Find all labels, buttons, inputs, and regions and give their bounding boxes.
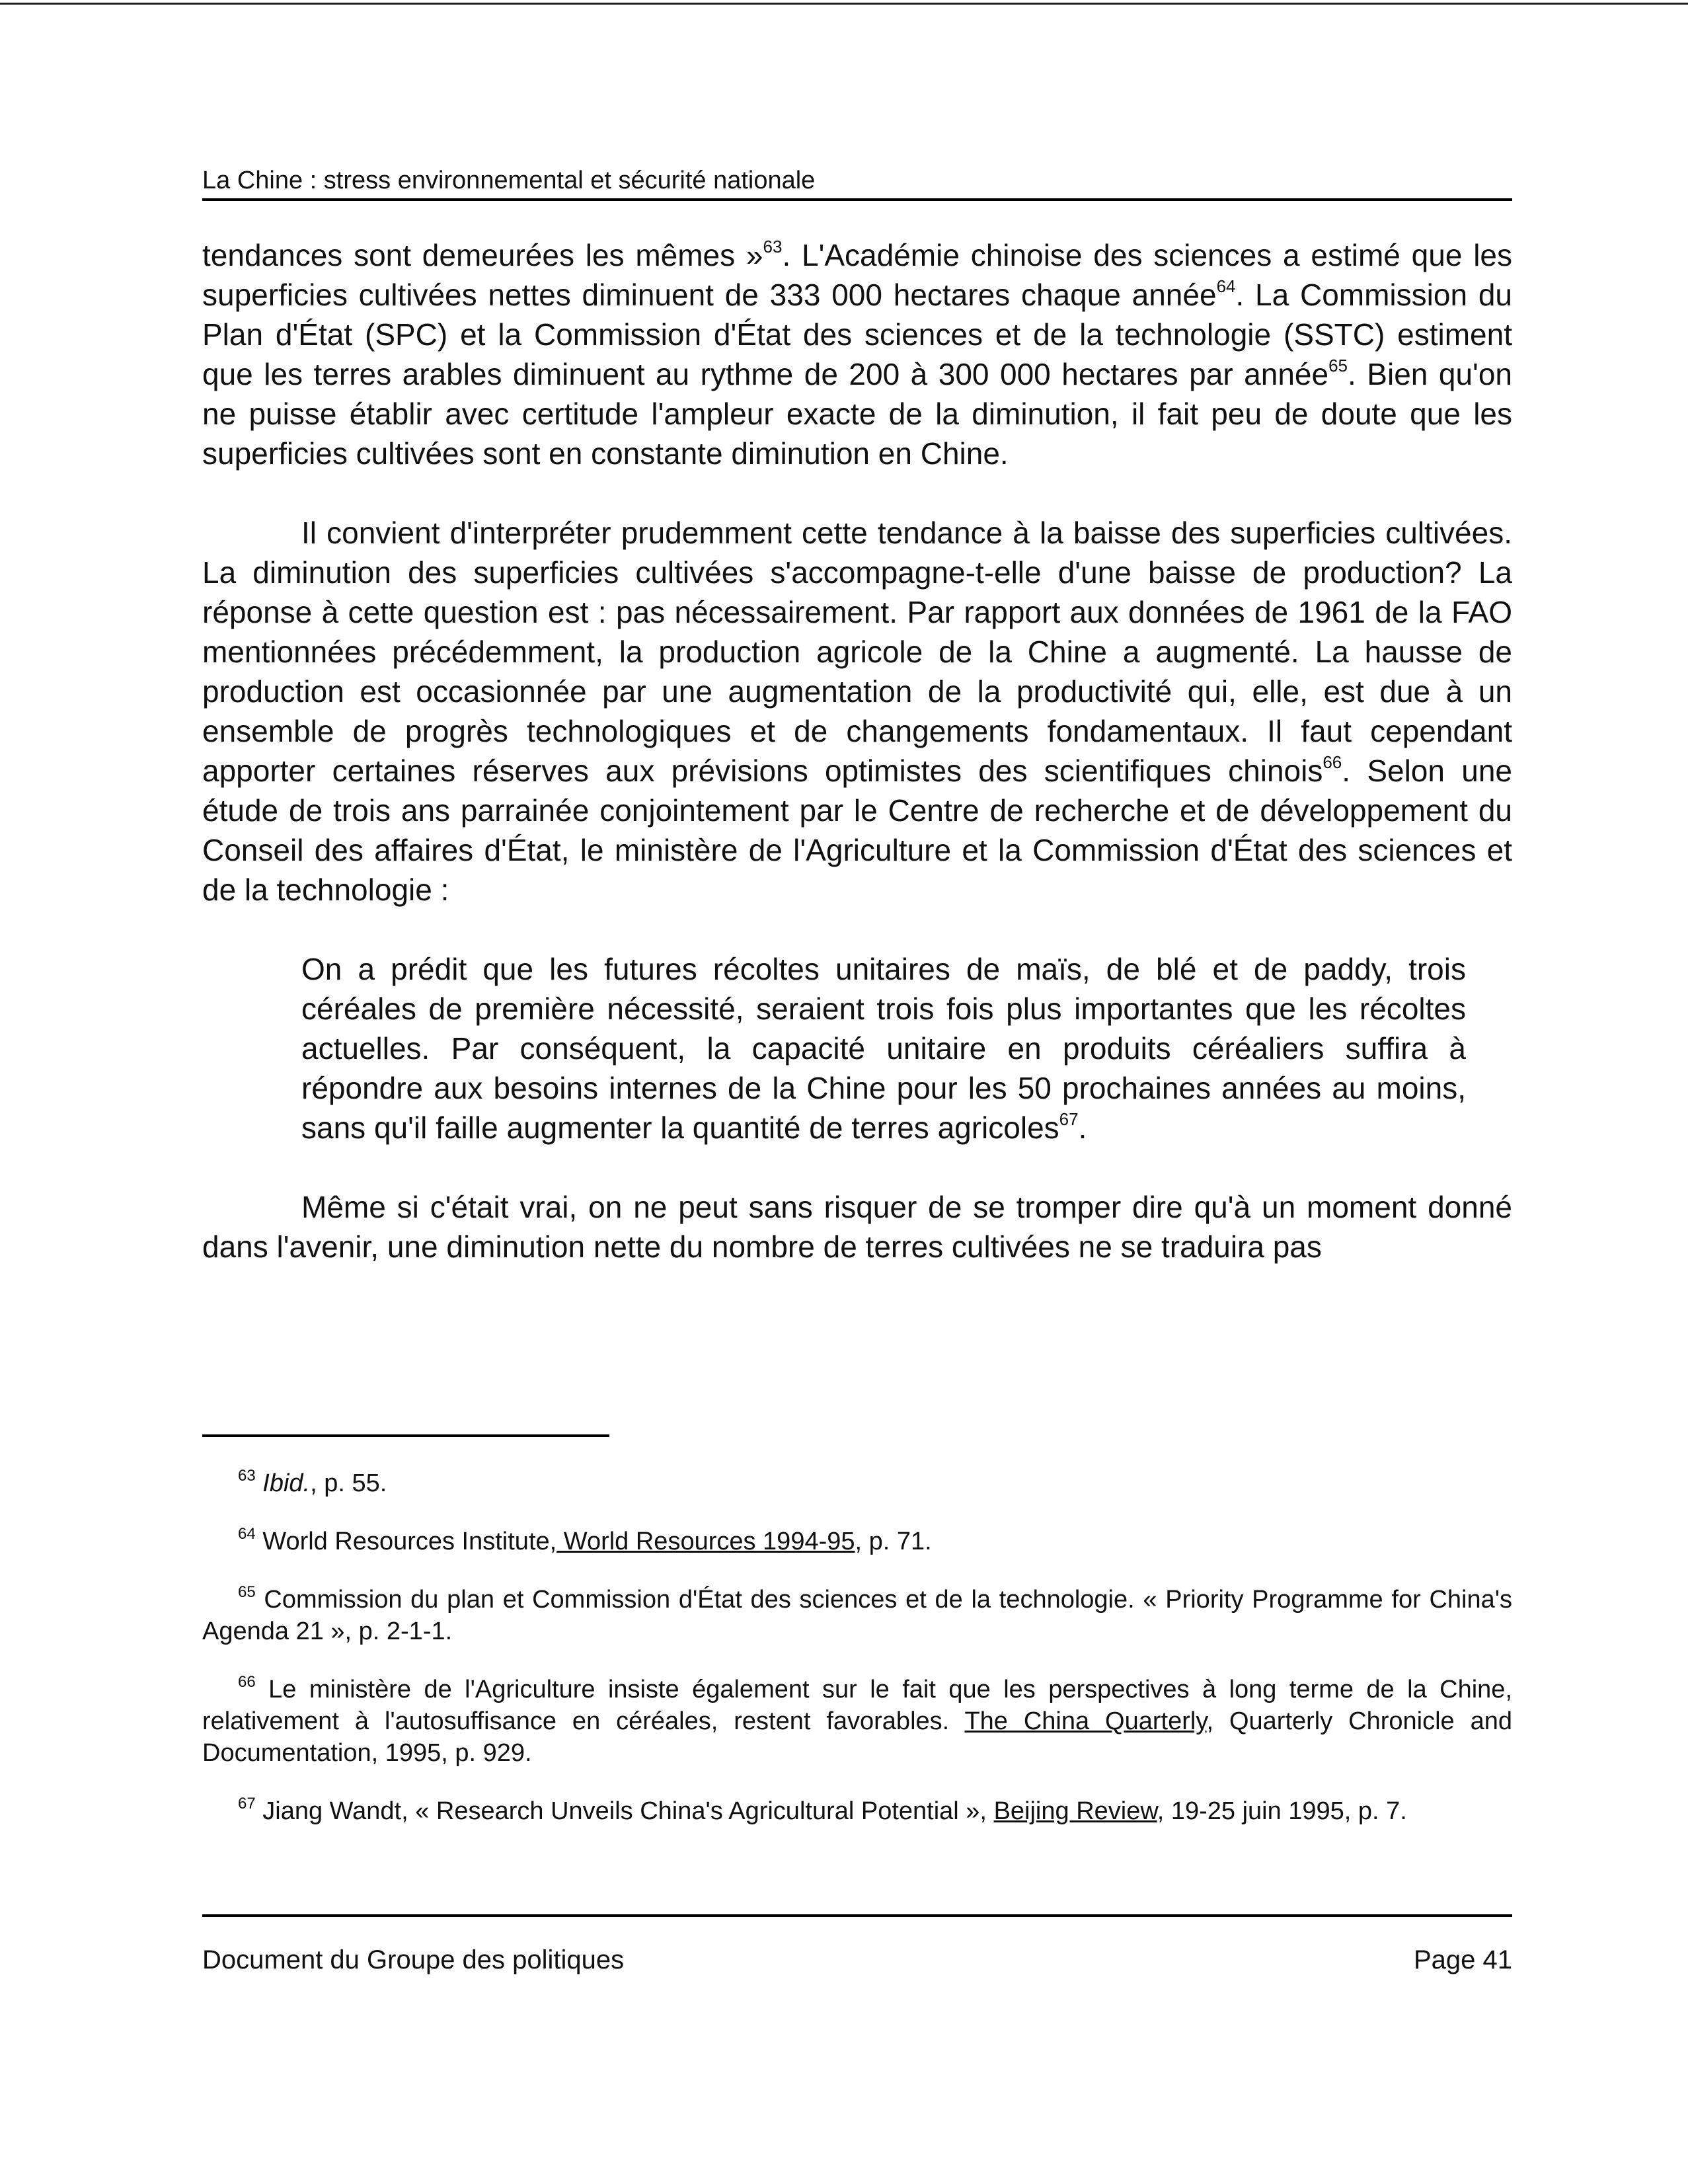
page-footer [202,1943,1512,1976]
footnote-number: 67 [238,1795,256,1813]
footnote-number: 64 [238,1525,256,1543]
footer-rule [202,1914,1512,1917]
paragraph-2 [202,513,1512,910]
body-text [202,235,1512,1267]
footnote-ref-64[interactable]: 64 [1216,276,1236,296]
footnote-text: , 19-25 juin 1995, p. 7. [1157,1797,1407,1825]
footnote-text: , p. 55. [310,1469,387,1497]
footnote-separator [202,1434,609,1437]
paragraph-text: . La Commission du Plan d'État (SPC) et la Commission d'État des sciences et de la technologie (SSTC) estiment que les terres arables diminuent au rythme de 200 à 300 000 hectares par année [202,278,1512,391]
footnote-67 [202,1795,1512,1827]
footnote-ref-66[interactable]: 66 [1323,752,1342,772]
footnotes [202,1467,1512,1853]
footnote-ref-63[interactable]: 63 [763,237,783,256]
paragraph-3 [202,1187,1512,1267]
running-header [202,165,1512,201]
footnote-64 [202,1526,1512,1557]
footnote-text: , p. 71. [855,1528,932,1555]
footnote-text: Jiang Wandt, « Research Unveils China's Agricultural Potential », [262,1797,994,1825]
footer-document-name: Document du Groupe des politiques [202,1945,625,1974]
footnote-number: 65 [238,1583,256,1601]
footnote-title: Beijing Review [993,1797,1157,1825]
footnote-title: World Resources 1994-95 [556,1528,855,1555]
footnote-number: 63 [238,1467,256,1485]
footnote-text: Le ministère de l'Agriculture insiste également sur le fait que les perspectives à long terme de la Chine, relativement à l'autosuffisance en céréales, restent favorables. [202,1676,1512,1735]
paragraph-text: . L'Académie chinoise des sciences a estimé que les superficies cultivées nettes diminuent de 333 000 hectares chaque année [202,238,1512,312]
block-quote [301,949,1466,1148]
footnote-66 [202,1674,1512,1769]
header-title: La Chine : stress environnemental et sécurité nationale [202,167,816,194]
footnote-ref-65[interactable]: 65 [1328,356,1348,375]
quote-text: . [1078,1111,1087,1145]
footnote-italic: Ibid. [262,1469,311,1497]
paragraph-text: . Selon une étude de trois ans parrainée conjointement par le Centre de recherche et de développement du Conseil des affaires d'État, le ministère de l'Agriculture et la Commission d'État des sciences et de la technologie : [202,754,1512,907]
footnote-text: , Quarterly Chronicle and Documentation, 1995, p. 929. [202,1707,1513,1767]
paragraph-1 [202,235,1512,473]
paragraph-text: Il convient d'interpréter prudemment cette tendance à la baisse des superficies cultivées. La diminution des superficies cultivées s'accompagne-t-elle d'une baisse de production? La réponse à cette question est : pas nécessairement. Par rapport aux données de 1961 de la FAO mentionnées précédemment, la production agricole de la Chine a augmenté. La hausse de production est occasionnée par une augmentation de la productivité qui, elle, est due à un ensemble de progrès technologiques et de changements fondamentaux. Il faut cependant apporter certaines réserves aux prévisions optimistes des scientifiques chinois [202,516,1512,788]
footnote-63 [202,1467,1512,1499]
footnote-number: 66 [238,1673,256,1691]
page-top-edge [0,3,1688,5]
footnote-title: The China Quarterly [964,1707,1207,1735]
paragraph-text: . Bien qu'on ne puisse établir avec certitude l'ampleur exacte de la diminution, il fait peu de doute que les superficies cultivées sont en constante diminution en Chine. [202,357,1512,471]
paragraph-text: Même si c'était vrai, on ne peut sans risquer de se tromper dire qu'à un moment donné dans l'avenir, une diminution nette du nombre de terres cultivées ne se traduira pas [202,1190,1512,1264]
footnote-ref-67[interactable]: 67 [1059,1109,1079,1129]
footnote-text: World Resources Institute, [262,1528,557,1555]
footnote-text: Commission du plan et Commission d'État des sciences et de la technologie. « Priority Programme for China's Agenda 21 », p. 2-1-1. [202,1586,1512,1645]
page-number: Page 41 [1413,1945,1512,1974]
footnote-65 [202,1584,1512,1647]
quote-text: On a prédit que les futures récoltes unitaires de maïs, de blé et de paddy, trois céréales de première nécessité, seraient trois fois plus importantes que les récoltes actuelles. Par conséquent, la capacité unitaire en produits céréaliers suffira à répondre aux besoins internes de la Chine pour les 50 prochaines années au moins, sans qu'il faille augmenter la quantité de terres agricoles [301,952,1466,1145]
paragraph-text: tendances sont demeurées les mêmes » [202,238,763,272]
